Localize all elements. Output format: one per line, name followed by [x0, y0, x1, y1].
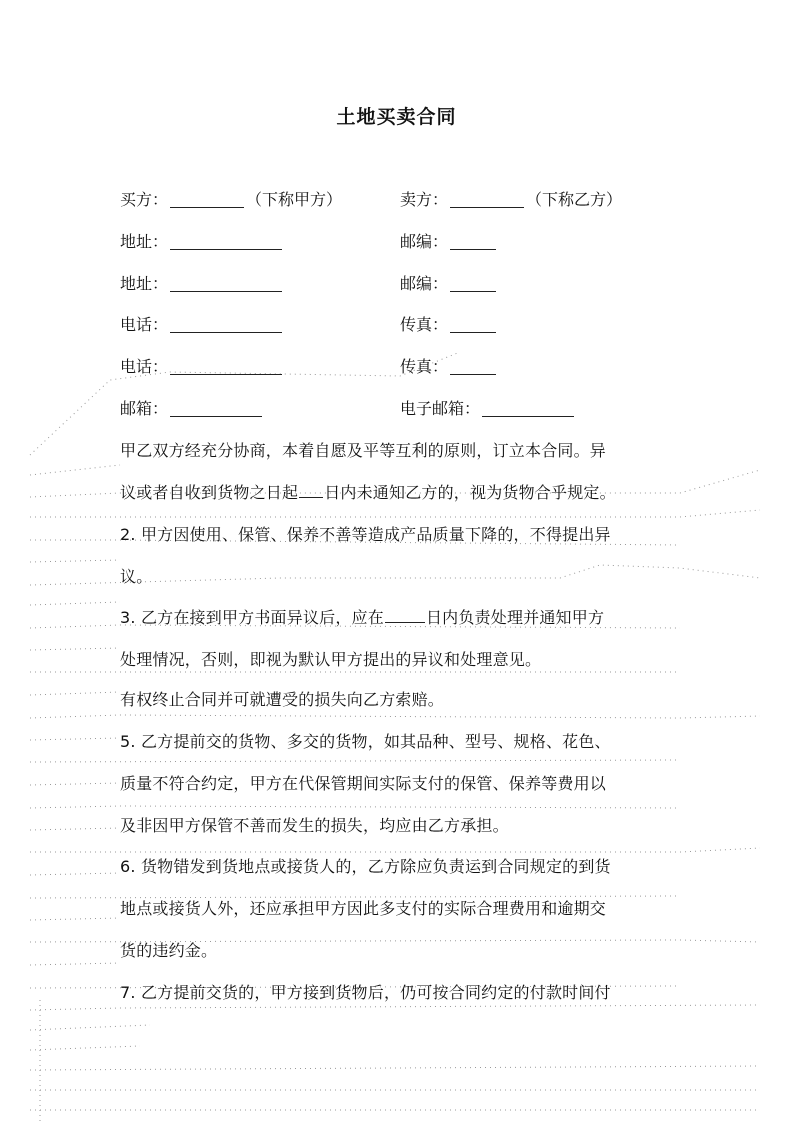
postcode-label: 邮编：: [400, 232, 449, 251]
address-blank[interactable]: [170, 233, 282, 250]
body-line-1: 甲乙双方经充分协商，本着自愿及平等互利的原则，订立本合同。异: [120, 441, 607, 460]
body-line-13: 货的违约金。: [120, 941, 218, 960]
address-label: 地址：: [120, 274, 169, 293]
body-line-11: 6. 货物错发到货地点或接货人的，乙方除应负责运到合同规定的到货: [120, 857, 611, 876]
seller-fax-field: [400, 356, 498, 378]
fax-label: 传真：: [400, 315, 449, 334]
seller-blank[interactable]: [450, 191, 524, 208]
email-label: 电子邮箱：: [400, 399, 481, 418]
mail-blank[interactable]: [170, 400, 262, 417]
body-line-6: 处理情况，否则，即视为默认甲方提出的异议和处理意见。: [120, 650, 542, 669]
body-line-7: 有权终止合同并可就遭受的损失向乙方索赔。: [120, 690, 445, 709]
body-line-2-end: 日内未通知乙方的，视为货物合乎规定。: [324, 483, 616, 502]
seller-label: 卖方：: [400, 190, 449, 209]
buyer-address-field: [120, 231, 284, 253]
document-title: 土地买卖合同: [336, 106, 457, 128]
buyer-field: [120, 189, 342, 211]
body-line-4: 议。: [120, 567, 153, 586]
body-line-8: 5. 乙方提前交的货物、多交的货物，如其品种、型号、规格、花色、: [120, 732, 611, 751]
buyer-suffix: （下称甲方）: [246, 190, 343, 209]
seller-phone-field: [120, 356, 284, 378]
seller-suffix: （下称乙方）: [526, 190, 623, 209]
buyer-fax-field: [400, 314, 498, 336]
postcode-label: 邮编：: [400, 274, 449, 293]
mail-label: 邮箱：: [120, 399, 169, 418]
days-blank-2[interactable]: [385, 608, 425, 623]
email-field: [400, 398, 576, 420]
postcode-blank[interactable]: [450, 233, 496, 250]
body-line-2-start: 议或者自收到货物之日起: [120, 483, 299, 502]
days-blank-1[interactable]: [299, 483, 323, 498]
fax-blank[interactable]: [450, 358, 496, 375]
phone-label: 电话：: [120, 315, 169, 334]
mailbox-field: [120, 398, 264, 420]
body-line-10: 及非因甲方保管不善而发生的损失，均应由乙方承担。: [120, 816, 509, 835]
address-blank[interactable]: [170, 275, 282, 292]
body-line-5-end: 日内负责处理并通知甲方: [425, 608, 605, 627]
postcode-blank[interactable]: [450, 275, 496, 292]
phone-blank[interactable]: [170, 358, 282, 375]
buyer-phone-field: [120, 314, 284, 336]
fax-label: 传真：: [400, 357, 449, 376]
body-line-2: [120, 482, 616, 504]
body-line-9: 质量不符合约定，甲方在代保管期间实际支付的保管、保养等费用以: [120, 774, 607, 793]
body-line-12: 地点或接货人外，还应承担甲方因此多支付的实际合理费用和逾期交: [120, 899, 607, 918]
phone-label: 电话：: [120, 357, 169, 376]
seller-postcode-field: [400, 273, 498, 295]
body-line-14: 7. 乙方提前交货的，甲方接到货物后，仍可按合同约定的付款时间付: [120, 983, 611, 1002]
address-label: 地址：: [120, 232, 169, 251]
buyer-postcode-field: [400, 231, 498, 253]
body-line-3: 2. 甲方因使用、保管、保养不善等造成产品质量下降的，不得提出异: [120, 525, 611, 544]
fax-blank[interactable]: [450, 316, 496, 333]
email-blank[interactable]: [482, 400, 574, 417]
seller-address-field: [120, 273, 284, 295]
phone-blank[interactable]: [170, 316, 282, 333]
body-line-5-start: 3. 乙方在接到甲方书面异议后，应在: [120, 608, 384, 627]
body-line-5: [120, 607, 604, 629]
buyer-label: 买方：: [120, 190, 169, 209]
buyer-blank[interactable]: [170, 191, 244, 208]
seller-field: [400, 189, 622, 211]
